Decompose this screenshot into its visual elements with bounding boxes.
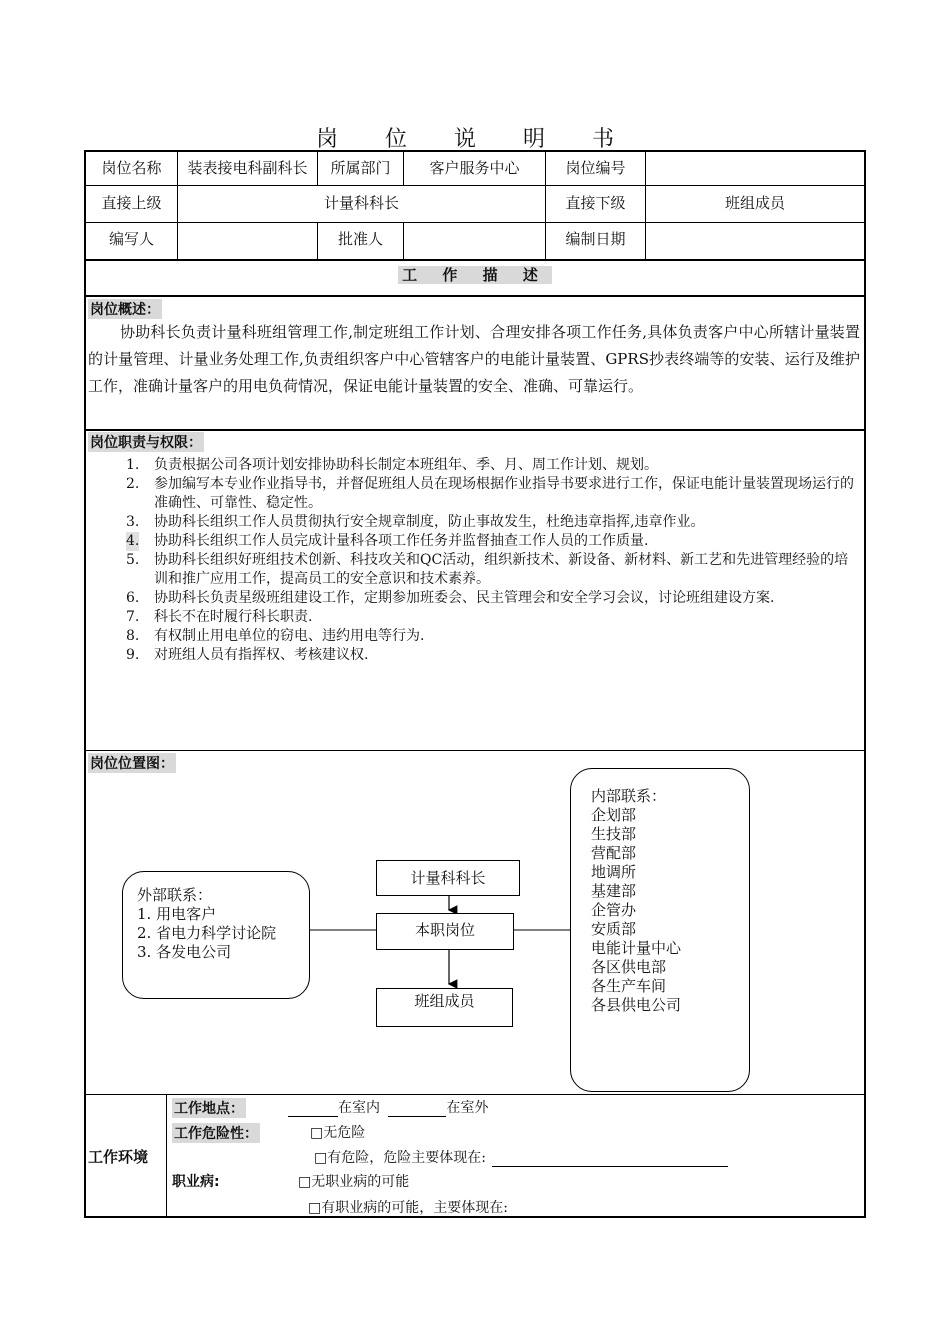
job-description-form bbox=[84, 150, 866, 1218]
external-contacts-title: 外部联系： bbox=[137, 886, 213, 904]
external-contact-item: 1. 用电客户 bbox=[137, 905, 217, 923]
duty-item: 4. 协助科长组织工作人员完成计量科各项工作任务并监督抽查工作人员的工作质量. bbox=[126, 533, 649, 549]
work-location-options: 在室内 在室外 bbox=[288, 1097, 488, 1117]
duties-label: 岗位职责与权限： bbox=[88, 432, 204, 452]
overview-text: 协助科长负责计量科班组管理工作,制定班组工作计划、合理安排各项工作任务,具体负责客户中心所辖计量装置的计量管理、计量业务处理工作,负责组织客户中心管辖客户的电能计量装置、GPRS抄表终端等的安装、运行及维护工作，准确计量客户的用电负荷情况，保证电能计量装置的安全、准确、可靠运行。 bbox=[88, 323, 860, 395]
overview-label: 岗位概述： bbox=[88, 299, 162, 319]
internal-contact-item: 地调所 bbox=[591, 863, 637, 881]
work-environment-label: 工作环境 bbox=[88, 1148, 149, 1166]
has-disease-option[interactable]: □有职业病的可能，主要体现在: bbox=[308, 1197, 818, 1217]
job-name-value: 装表接电科副科长 bbox=[187, 159, 308, 177]
subordinate-box: 班组成员 bbox=[376, 988, 513, 1027]
work-description-heading: 工 作 描 述 bbox=[398, 266, 552, 284]
internal-contact-item: 电能计量中心 bbox=[591, 939, 682, 957]
internal-contacts-title: 内部联系： bbox=[591, 787, 667, 805]
duty-item: 3. 协助科长组织工作人员贯彻执行安全规章制度，防止事故发生，杜绝违章指挥,违章作业。 bbox=[126, 514, 705, 530]
duty-item: 2. 参加编写本专业作业指导书，并督促班组人员在现场根据作业指导书要求进行工作，保证电能计量装置现场运行的准确性、可靠性、稳定性。 bbox=[126, 476, 854, 511]
current-position-box: 本职岗位 bbox=[376, 913, 514, 950]
external-contacts-box bbox=[122, 871, 310, 999]
dept-value: 客户服务中心 bbox=[429, 159, 520, 177]
internal-contact-item: 安质部 bbox=[591, 920, 637, 938]
duties-list bbox=[122, 456, 858, 665]
internal-contact-item: 各县供电公司 bbox=[591, 996, 682, 1014]
duty-item: 1. 负责根据公司各项计划安排协助科长制定本班组年、季、月、周工作计划、规划。 bbox=[126, 457, 658, 473]
duty-item: 7. 科长不在时履行科长职责. bbox=[126, 609, 313, 625]
duty-item: 6. 协助科长负责星级班组建设工作，定期参加班委会、民主管理会和安全学习会议，讨论班组建设方案. bbox=[126, 590, 775, 606]
duty-item: 8. 有权制止用电单位的窃电、违约用电等行为. bbox=[126, 628, 425, 644]
author-label: 编写人 bbox=[108, 230, 154, 248]
superior-label: 直接上级 bbox=[101, 194, 162, 212]
supervisor-box: 计量科科长 bbox=[376, 860, 520, 896]
internal-contact-item: 基建部 bbox=[591, 882, 637, 900]
duty-item: 5. 协助科长组织好班组技术创新、科技攻关和QC活动，组织新技术、新设备、新材料、新工艺和先进管理经验的培训和推广应用工作，提高员工的安全意识和技术素养。 bbox=[126, 552, 849, 587]
document-title: 岗 位 说 明 书 bbox=[316, 127, 634, 152]
internal-contact-item: 营配部 bbox=[591, 844, 637, 862]
internal-contacts-box bbox=[570, 768, 750, 1092]
job-name-label: 岗位名称 bbox=[101, 159, 162, 177]
work-hazard-label: 工作危险性： bbox=[172, 1123, 260, 1143]
internal-contact-item: 企划部 bbox=[591, 806, 637, 824]
no-hazard-option[interactable]: □无危险 bbox=[310, 1125, 366, 1141]
subordinate-label: 直接下级 bbox=[565, 194, 626, 212]
position-chart-label: 岗位位置图： bbox=[88, 753, 176, 773]
duty-item: 9. 对班组人员有指挥权、考核建议权. bbox=[126, 647, 369, 663]
internal-contact-item: 各生产车间 bbox=[591, 977, 667, 995]
has-hazard-option[interactable]: □有危险，危险主要体现在: bbox=[314, 1147, 728, 1167]
job-no-label: 岗位编号 bbox=[565, 159, 626, 177]
date-label: 编制日期 bbox=[565, 230, 626, 248]
no-disease-option[interactable]: □无职业病的可能 bbox=[298, 1174, 410, 1190]
occupational-disease-label: 职业病: bbox=[172, 1174, 220, 1190]
work-location-label: 工作地点： bbox=[172, 1098, 246, 1118]
superior-value: 计量科科长 bbox=[323, 194, 399, 212]
external-contact-item: 2. 省电力科学讨论院 bbox=[137, 924, 277, 942]
internal-contact-item: 企管办 bbox=[591, 901, 637, 919]
dept-label: 所属部门 bbox=[330, 159, 391, 177]
subordinate-value: 班组成员 bbox=[724, 194, 785, 212]
internal-contact-item: 各区供电部 bbox=[591, 958, 667, 976]
approver-label: 批准人 bbox=[337, 230, 383, 248]
external-contact-item: 3. 各发电公司 bbox=[137, 943, 232, 961]
internal-contact-item: 生技部 bbox=[591, 825, 637, 843]
